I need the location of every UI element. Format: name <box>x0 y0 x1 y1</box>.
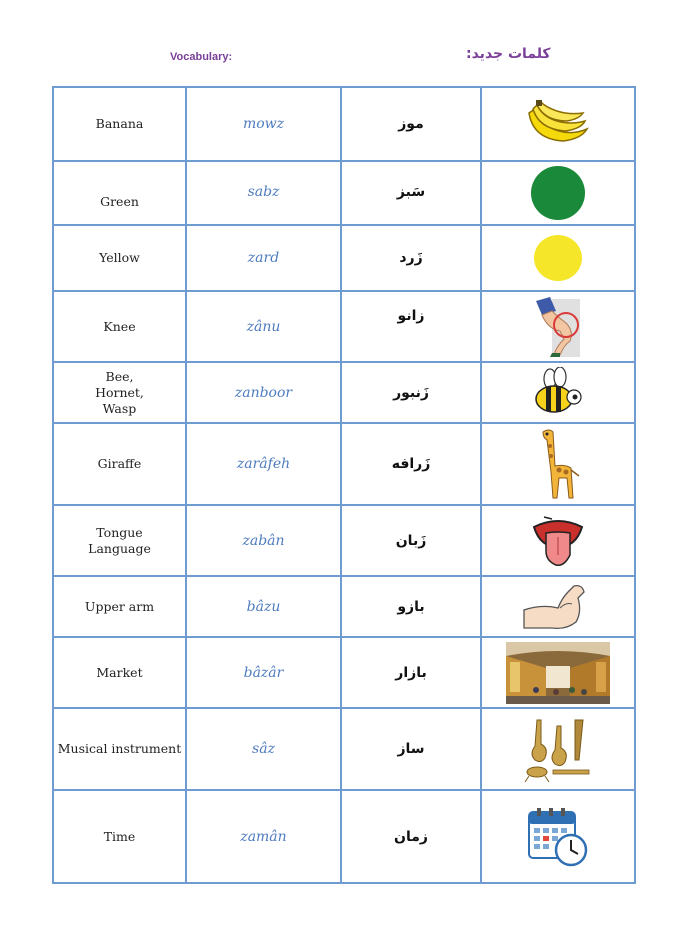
english-word: Musical instrument <box>53 708 186 790</box>
english-word: Knee <box>53 291 186 362</box>
transliteration: zard <box>186 225 341 291</box>
english-word: Giraffe <box>53 423 186 505</box>
arm-icon <box>522 582 594 632</box>
vocabulary-heading: Vocabulary: <box>170 51 233 63</box>
banana-icon <box>523 99 593 149</box>
persian-word: موز <box>341 87 481 161</box>
yellow-circle-icon <box>533 234 583 282</box>
word-picture <box>481 790 635 883</box>
transliteration: bâzu <box>186 576 341 637</box>
table-row <box>53 161 635 225</box>
persian-word: زَرد <box>341 225 481 291</box>
english-word: Yellow <box>53 225 186 291</box>
word-picture <box>481 291 635 362</box>
transliteration: bâzâr <box>186 637 341 708</box>
english-word: Tongue Language <box>53 505 186 576</box>
transliteration: zabân <box>186 505 341 576</box>
vocabulary-table <box>52 86 636 884</box>
table-row <box>53 225 635 291</box>
transliteration: sâz <box>186 708 341 790</box>
word-picture <box>481 576 635 637</box>
table-row <box>53 87 635 161</box>
transliteration: zamân <box>186 790 341 883</box>
persian-word: سَبز <box>341 161 481 225</box>
english-word: Market <box>53 637 186 708</box>
transliteration: zânu <box>186 291 341 362</box>
persian-word: زَنبور <box>341 362 481 423</box>
english-word: Upper arm <box>53 576 186 637</box>
table-row <box>53 708 635 790</box>
word-picture <box>481 505 635 576</box>
word-picture <box>481 225 635 291</box>
persian-word: بازو <box>341 576 481 637</box>
table-row <box>53 423 635 505</box>
transliteration: zanboor <box>186 362 341 423</box>
persian-heading: کلمات جدید: <box>466 46 551 62</box>
english-word: Banana <box>53 87 186 161</box>
table-row <box>53 362 635 423</box>
word-picture <box>481 637 635 708</box>
word-picture <box>481 708 635 790</box>
table-row <box>53 291 635 362</box>
persian-word: زَبان <box>341 505 481 576</box>
persian-word: زَرافه <box>341 423 481 505</box>
table-row <box>53 505 635 576</box>
persian-word: بازار <box>341 637 481 708</box>
table-row <box>53 637 635 708</box>
market-photo <box>506 642 610 704</box>
green-circle-icon <box>530 165 586 221</box>
calendar-clock-icon <box>527 806 589 868</box>
word-picture <box>481 87 635 161</box>
persian-word: زمان <box>341 790 481 883</box>
table-row <box>53 790 635 883</box>
transliteration: sabz <box>186 161 341 225</box>
transliteration: mowz <box>186 87 341 161</box>
table-row <box>53 576 635 637</box>
english-word: Bee, Hornet, Wasp <box>53 362 186 423</box>
word-picture <box>481 161 635 225</box>
transliteration: zarâfeh <box>186 423 341 505</box>
english-word: Green <box>53 161 186 225</box>
english-word: Time <box>53 790 186 883</box>
persian-word: ساز <box>341 708 481 790</box>
word-picture <box>481 362 635 423</box>
knee-icon <box>530 295 586 359</box>
word-picture <box>481 423 635 505</box>
giraffe-icon <box>535 426 581 502</box>
instruments-icon <box>523 714 593 784</box>
persian-word: زانو <box>341 291 481 362</box>
bee-icon <box>532 367 584 419</box>
tongue-icon <box>530 511 586 571</box>
